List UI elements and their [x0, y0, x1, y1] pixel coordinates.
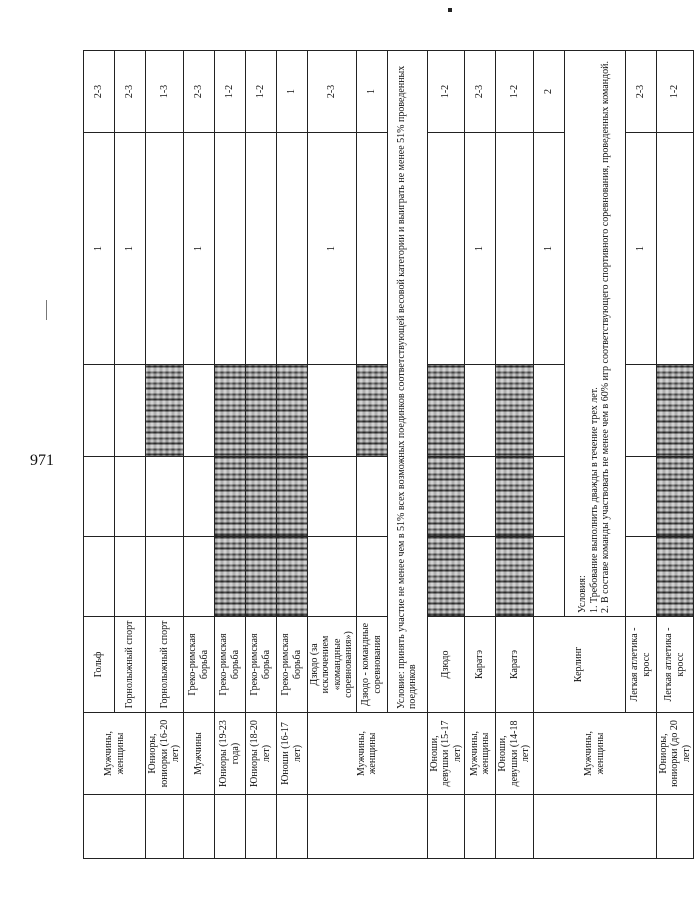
- value-cell: 1-2: [214, 51, 245, 133]
- table-row: [496, 51, 534, 859]
- table-row: [276, 51, 307, 859]
- group-cell: Мужчины, женщины: [307, 713, 427, 795]
- sport-cell: Керлинг: [533, 617, 625, 713]
- value-cell: 1-2: [245, 51, 276, 133]
- value-cell: 1: [183, 133, 214, 365]
- table-row: [84, 51, 115, 859]
- value-cell: 1: [276, 51, 307, 133]
- value-cell: 2-3: [84, 51, 115, 133]
- sport-cell: Горнолыжный спорт: [115, 617, 146, 713]
- value-cell: 1-3: [146, 51, 184, 133]
- value-cell: [356, 133, 387, 365]
- table-row: [533, 51, 564, 859]
- group-cell: Мужчины, женщины: [465, 713, 496, 795]
- group-cell: Юниоры, юниорки (16-20 лет): [146, 713, 184, 795]
- value-cell: 1: [115, 133, 146, 365]
- value-cell: 1-2: [496, 51, 534, 133]
- group-cell: Юноши, девушки (14-18 лет): [496, 713, 534, 795]
- sport-cell: Греко-римская борьба: [245, 617, 276, 713]
- page-number: 971: [30, 452, 54, 469]
- sport-cell: Дзюдо (за исключением «командные соревнования»): [307, 617, 356, 713]
- qualification-table: [83, 50, 694, 859]
- table-row: [214, 51, 245, 859]
- value-cell: 1: [625, 133, 656, 365]
- sport-cell: Дзюдо: [427, 617, 465, 713]
- value-cell: [656, 133, 694, 365]
- scan-mark-side: [46, 300, 47, 320]
- scan-mark: [448, 8, 452, 12]
- group-cell: Юноши (16-17 лет): [276, 713, 307, 795]
- group-cell: Юниоры, юниорки (до 20 лет): [656, 713, 694, 795]
- group-cell: Мужчины, женщины: [84, 713, 146, 795]
- sport-cell: Дзюдо - командные соревнования: [356, 617, 387, 713]
- table-row: [427, 51, 465, 859]
- value-cell: [214, 133, 245, 365]
- sport-cell: Каратэ: [465, 617, 496, 713]
- sport-cell: Легкая атлетика - кросс: [656, 617, 694, 713]
- group-cell: Мужчины, женщины: [533, 713, 656, 795]
- table-row: [245, 51, 276, 859]
- sport-cell: Греко-римская борьба: [183, 617, 214, 713]
- group-cell: Мужчины: [183, 713, 214, 795]
- value-cell: 1: [356, 51, 387, 133]
- value-cell: 1-2: [427, 51, 465, 133]
- group-cell: Юноши, девушки (15-17 лет): [427, 713, 465, 795]
- group-cell: Юниоры (19-23 года): [214, 713, 245, 795]
- value-cell: 1: [307, 133, 356, 365]
- value-cell: 1: [533, 133, 564, 365]
- value-cell: 2-3: [307, 51, 356, 133]
- sport-cell: Греко-римская борьба: [214, 617, 245, 713]
- sport-cell: Горнолыжный спорт: [146, 617, 184, 713]
- value-cell: 2-3: [625, 51, 656, 133]
- value-cell: [427, 133, 465, 365]
- sport-cell: Гольф: [84, 617, 115, 713]
- rotated-table-container: [83, 51, 692, 859]
- sport-cell: Каратэ: [496, 617, 534, 713]
- value-cell: 2-3: [115, 51, 146, 133]
- sport-cell: Легкая атлетика - кросс: [625, 617, 656, 713]
- condition-text: Условие: принять участие не менее чем в 51% всех возможных поединков соответствующей весовой категории и выиграть не менее 51% проведенных поединков: [387, 51, 427, 713]
- table-row: [307, 51, 356, 859]
- value-cell: 2-3: [465, 51, 496, 133]
- value-cell: [146, 133, 184, 365]
- value-cell: 1-2: [656, 51, 694, 133]
- value-cell: 1: [465, 133, 496, 365]
- value-cell: [276, 133, 307, 365]
- value-cell: 2: [533, 51, 564, 133]
- value-cell: [245, 133, 276, 365]
- table-row: [656, 51, 694, 859]
- table-row: [146, 51, 184, 859]
- group-cell: Юниоры (18-20 лет): [245, 713, 276, 795]
- sport-cell: Греко-римская борьба: [276, 617, 307, 713]
- table-row: [183, 51, 214, 859]
- value-cell: [496, 133, 534, 365]
- value-cell: 1: [84, 133, 115, 365]
- condition-text: Условия: 1. Требование выполнить дважды в течение трех лет. 2. В составе команды участвовать не менее чем в 60% игр соответствующего спортивного соревнования, проведенных командой.: [564, 51, 625, 617]
- value-cell: 2-3: [183, 51, 214, 133]
- table-row: [465, 51, 496, 859]
